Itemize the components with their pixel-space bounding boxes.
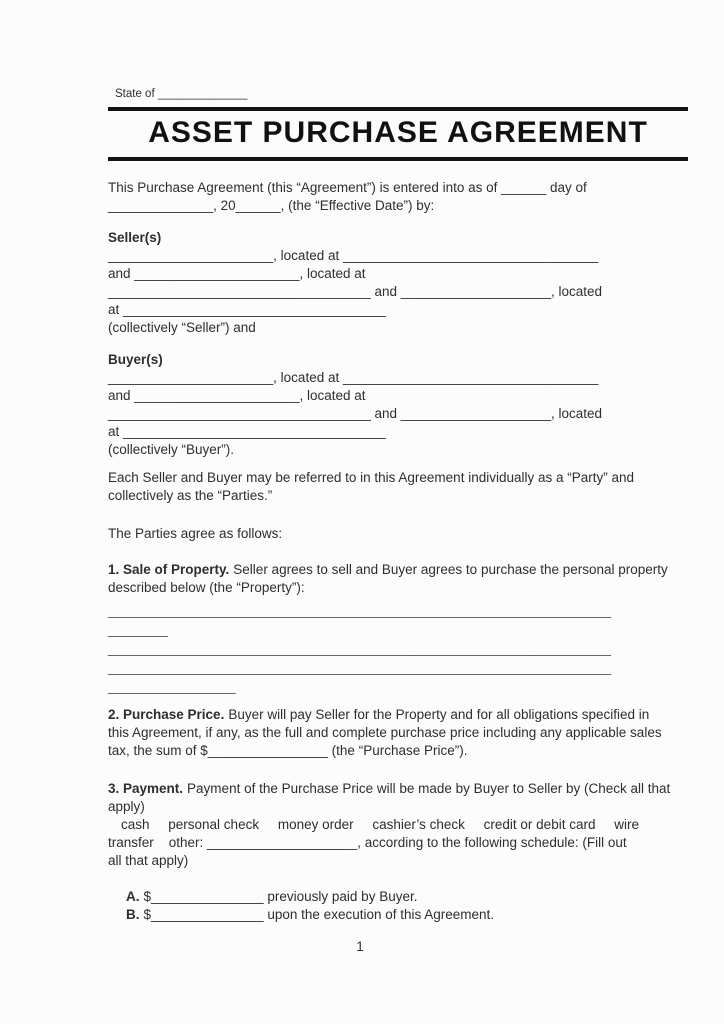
- section-1-first-line: [108, 561, 668, 579]
- text-line: apply): [108, 799, 145, 814]
- section-1-sale-of-property: [108, 561, 668, 696]
- section-2-purchase-price: [108, 706, 662, 760]
- section-3-more-lines: [108, 798, 612, 816]
- text-line: ___________________________________ and ____________________, located: [108, 406, 603, 421]
- payment-options-row-2: transfer other: ____________________, according to the following schedule: (Fill out: [108, 835, 627, 850]
- text-line: ________: [108, 622, 169, 637]
- text-line: described below (the “Property”):: [108, 580, 305, 595]
- property-description-blank-lines: [108, 601, 612, 696]
- parties-agree-line: The Parties agree as follows:: [108, 526, 283, 541]
- section-1-more-lines: [108, 579, 612, 597]
- text-line: ___________________________________ and ____________________, located: [108, 284, 603, 299]
- page-number: 1: [356, 939, 364, 954]
- document-page: [108, 86, 688, 956]
- buyer-block: [108, 369, 612, 459]
- payment-options-row-1: cash personal check money order cashier’s check credit or debit card wire: [121, 817, 639, 832]
- text-line: ______________________, located at __________________________________: [108, 248, 599, 263]
- section-2-text: Buyer will pay Seller for the Property and for all obligations specified in: [228, 707, 650, 722]
- section-3-payment: [108, 780, 671, 870]
- seller-block: [108, 247, 612, 337]
- text-line: (collectively “Buyer”).: [108, 442, 235, 457]
- text-line: collectively as the “Parties.”: [108, 488, 273, 503]
- text-line: this Agreement, if any, as the full and complete purchase price including any applicable sales: [108, 725, 662, 740]
- document-body: [108, 179, 671, 956]
- payment-item-a: [126, 888, 612, 906]
- payment-item-b-text: $_______________ upon the execution of this Agreement.: [143, 907, 495, 922]
- payment-item-a-label: A.: [126, 889, 140, 904]
- section-3-first-line: [108, 780, 671, 798]
- intro-paragraph: [108, 179, 612, 215]
- payment-options-row-3: all that apply): [108, 853, 189, 868]
- section-3-label: 3. Payment.: [108, 781, 184, 796]
- buyer-heading: Buyer(s): [108, 352, 163, 367]
- text-line: Each Seller and Buyer may be referred to in this Agreement individually as a “Party” and: [108, 470, 635, 485]
- payment-schedule-items: [108, 888, 612, 924]
- parties-paragraph: [108, 469, 635, 505]
- text-line: tax, the sum of $________________ (the “Purchase Price”).: [108, 743, 468, 758]
- payment-item-b-label: B.: [126, 907, 140, 922]
- section-1-text: Seller agrees to sell and Buyer agrees to purchase the personal property: [233, 562, 668, 577]
- text-line: at ___________________________________: [108, 302, 386, 317]
- text-line: This Purchase Agreement (this “Agreement”) is entered into as of ______ day of: [108, 180, 587, 195]
- section-1-label: 1. Sale of Property.: [108, 562, 230, 577]
- section-2-more-lines: [108, 724, 662, 760]
- payment-item-a-text: $_______________ previously paid by Buyer.: [143, 889, 418, 904]
- text-line: at ___________________________________: [108, 424, 386, 439]
- title-rule-bottom: [108, 157, 688, 161]
- seller-heading: Seller(s): [108, 230, 162, 245]
- text-line: ______________________, located at __________________________________: [108, 370, 599, 385]
- text-line: and ______________________, located at: [108, 266, 366, 281]
- section-2-label: 2. Purchase Price.: [108, 707, 225, 722]
- section-2-first-line: [108, 706, 650, 724]
- section-3-text: Payment of the Purchase Price will be made by Buyer to Seller by (Check all that: [187, 781, 671, 796]
- text-line: ___________________________________________________________________: [108, 660, 612, 675]
- state-of-line: State of ______________: [115, 88, 248, 100]
- text-line: ___________________________________________________________________: [108, 641, 612, 656]
- text-line: ___________________________________________________________________: [108, 603, 612, 618]
- text-line: _________________: [108, 679, 236, 694]
- payment-item-b: [126, 906, 612, 924]
- document-title: ASSET PURCHASE AGREEMENT: [148, 116, 648, 149]
- text-line: ______________, 20______, (the “Effective Date”) by:: [108, 198, 435, 213]
- text-line: (collectively “Seller”) and: [108, 320, 256, 335]
- text-line: and ______________________, located at: [108, 388, 366, 403]
